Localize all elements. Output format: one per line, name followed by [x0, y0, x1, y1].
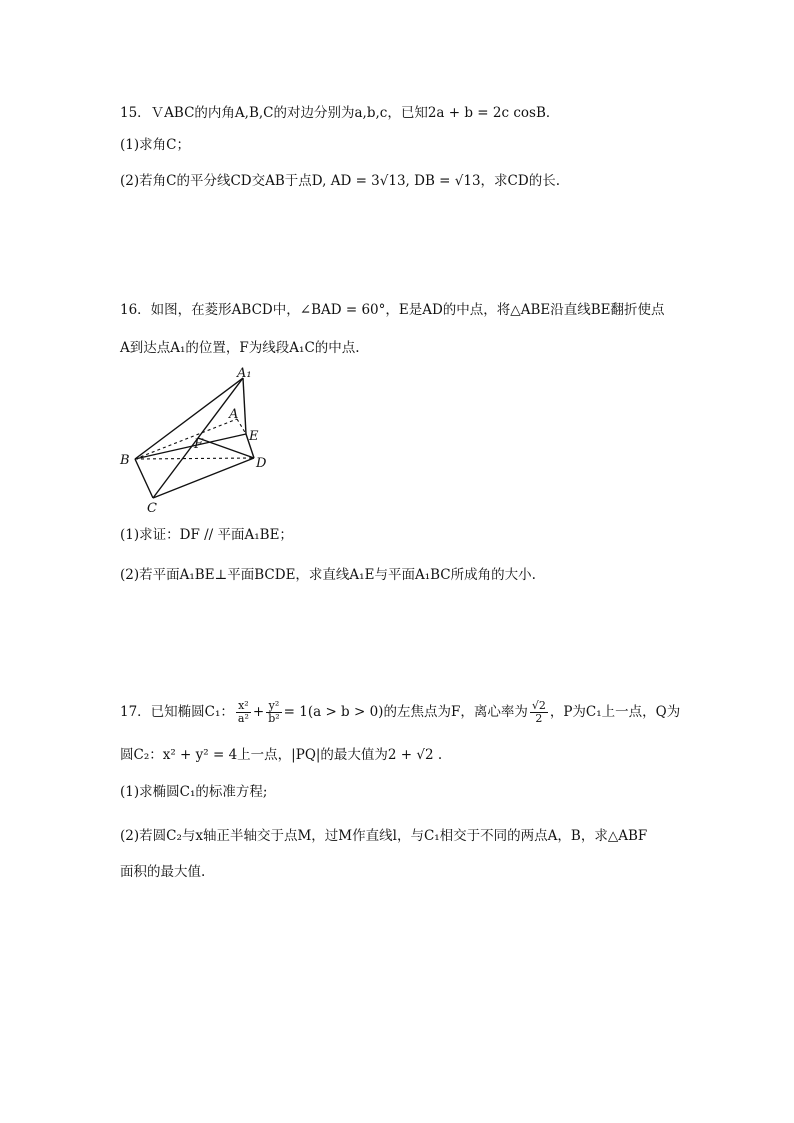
geometry-figure — [110, 364, 290, 514]
q17-part1: (1)求椭圆C₁的标准方程; — [120, 784, 268, 800]
edge-b-d — [135, 458, 254, 459]
label-d: D — [256, 456, 267, 471]
label-e: E — [249, 429, 259, 444]
label-a: A — [229, 407, 239, 422]
fraction-x2-over-a2: $\frac{\text{x²}}{\text{a²}}$ — [237, 699, 249, 725]
q17-stem-line1: 17．已知椭圆C₁： $\frac{\text{x²}}{\text{a²}}$ + $\frac{\text{y²}}{\text{b²}}$ = 1(a > b > 0)的左焦点为F，离心率为 $\frac{√2}{2}$ ，P为C₁上一点，Q为 — [120, 699, 681, 725]
q17-stem-c: ，P为C₁上一点，Q为 — [549, 704, 681, 720]
q17-stem-a: 17．已知椭圆C₁： — [120, 704, 234, 720]
edge-b-c — [135, 459, 153, 498]
q16-part2: (2)若平面A₁BE⊥平面BCDE，求直线A₁E与平面A₁BC所成角的大小. — [120, 567, 536, 583]
fraction-sqrt2-over-2: $\frac{√2}{2}$ — [531, 699, 546, 725]
q16-part1: (1)求证：DF // 平面A₁BE； — [120, 527, 293, 543]
edge-a1-e — [243, 378, 246, 434]
q16-stem-line1: 16．如图，在菱形ABCD中，∠BAD = 60°，E是AD的中点，将△ABE沿直线BE翻折使点 — [120, 302, 665, 318]
label-c: C — [147, 501, 157, 514]
q15-part2: (2)若角C的平分线CD交AB于点D, AD = 3√13, DB = √13，求CD的长. — [120, 173, 560, 189]
q17-part2-line2: 面积的最大值. — [120, 864, 206, 880]
fraction-y2-over-b2: $\frac{\text{y²}}{\text{b²}}$ — [268, 699, 280, 725]
q15-stem: 15．ＶABC的内角A,B,C的对边分别为a,b,c，已知2a + b = 2c cosB． — [120, 105, 560, 121]
label-f: F — [194, 437, 204, 452]
q16-stem-line2: A到达点A₁的位置，F为线段A₁C的中点. — [120, 340, 360, 356]
q17-stem-line2: 圆C₂：x² + y² = 4上一点，|PQ|的最大值为2 + √2 . — [120, 747, 443, 763]
q15-part1: (1)求角C； — [120, 137, 190, 153]
label-a1: A₁ — [237, 366, 252, 381]
q17-part2-line1: (2)若圆C₂与x轴正半轴交于点M，过M作直线l，与C₁相交于不同的两点A，B，求△ABF — [120, 828, 648, 844]
label-b: B — [120, 453, 130, 468]
edge-f-d — [198, 438, 254, 458]
q17-stem-b: = 1(a > b > 0)的左焦点为F，离心率为 — [283, 704, 528, 720]
